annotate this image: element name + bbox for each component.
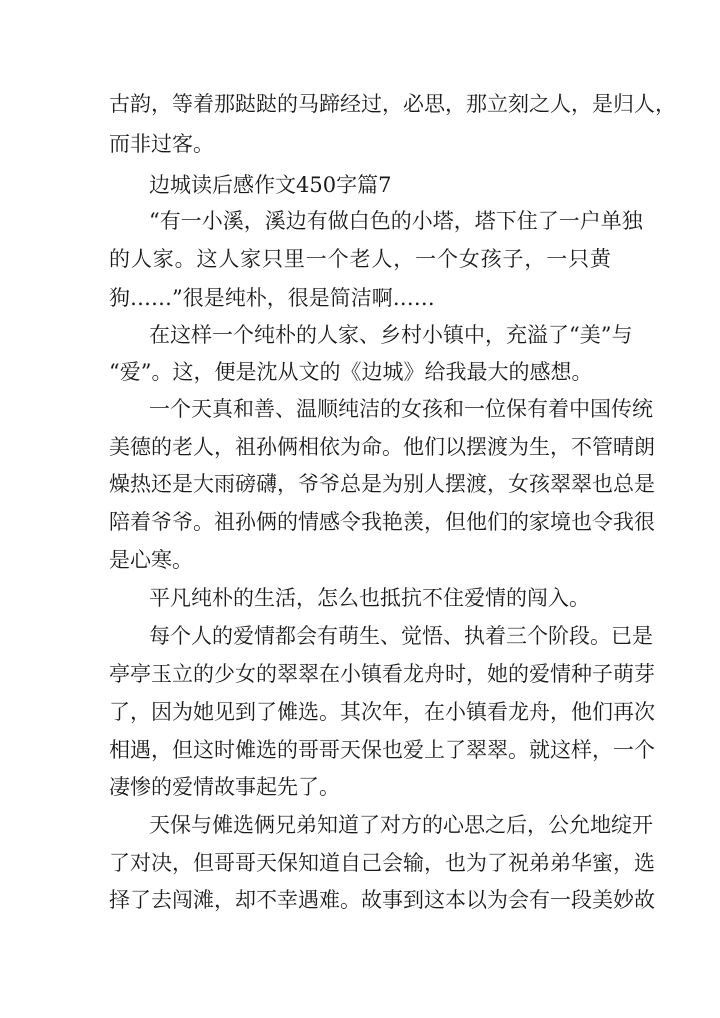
section-heading: 边城读后感作文450字篇7 bbox=[149, 173, 392, 197]
text-line: 天保与傩选俩兄弟知道了对方的心思之后，公允地绽开 bbox=[149, 813, 653, 837]
text-line: 美德的老人，祖孙俩相依为命。他们以摆渡为生，不管晴朗 bbox=[109, 435, 655, 459]
text-line: 每个人的爱情都会有萌生、觉悟、执着三个阶段。已是 bbox=[149, 624, 653, 648]
text-line: 相遇，但这时傩选的哥哥天保也爱上了翠翠。就这样，一个 bbox=[109, 738, 655, 762]
text-line: 一个天真和善、温顺纯洁的女孩和一位保有着中国传统 bbox=[149, 397, 653, 421]
text-line: 古韵，等着那跶跶的马蹄经过，必思，那立刻之人，是归人， bbox=[109, 92, 676, 116]
text-line: 狗……”很是纯朴，很是简洁啊…… bbox=[109, 286, 435, 310]
text-line: 凄惨的爱情故事起先了。 bbox=[109, 775, 340, 799]
text-line: 了对决，但哥哥天保知道自己会输，也为了祝弟弟华蜜，选 bbox=[109, 851, 655, 875]
text-line: 陪着爷爷。祖孙俩的情感令我艳羡，但他们的家境也令我很 bbox=[109, 510, 655, 534]
text-line: 在这样一个纯朴的人家、乡村小镇中，充溢了“美”与 bbox=[149, 323, 633, 347]
text-line: 而非过客。 bbox=[109, 132, 214, 156]
text-line: 是心寒。 bbox=[109, 548, 193, 572]
text-line: 燥热还是大雨磅礴，爷爷总是为别人摆渡，女孩翠翠也总是 bbox=[109, 472, 655, 496]
text-line: 平凡纯朴的生活，怎么也抵抗不住爱情的闯入。 bbox=[149, 586, 590, 610]
text-line: 的人家。这人家只里一个老人，一个女孩子，一只黄 bbox=[109, 247, 611, 271]
text-line: 亭亭玉立的少女的翠翠在小镇看龙舟时，她的爱情种子萌芽 bbox=[109, 662, 655, 686]
text-line: “有一小溪，溪边有做白色的小塔，塔下住了一户单独 bbox=[149, 209, 643, 233]
text-line: 了，因为她见到了傩选。其次年，在小镇看龙舟，他们再次 bbox=[109, 700, 655, 724]
text-line: 择了去闯滩，却不幸遇难。故事到这本以为会有一段美妙故 bbox=[109, 888, 655, 912]
text-line: “爱”。这，便是沈从文的《边城》给我最大的感想。 bbox=[109, 360, 593, 384]
